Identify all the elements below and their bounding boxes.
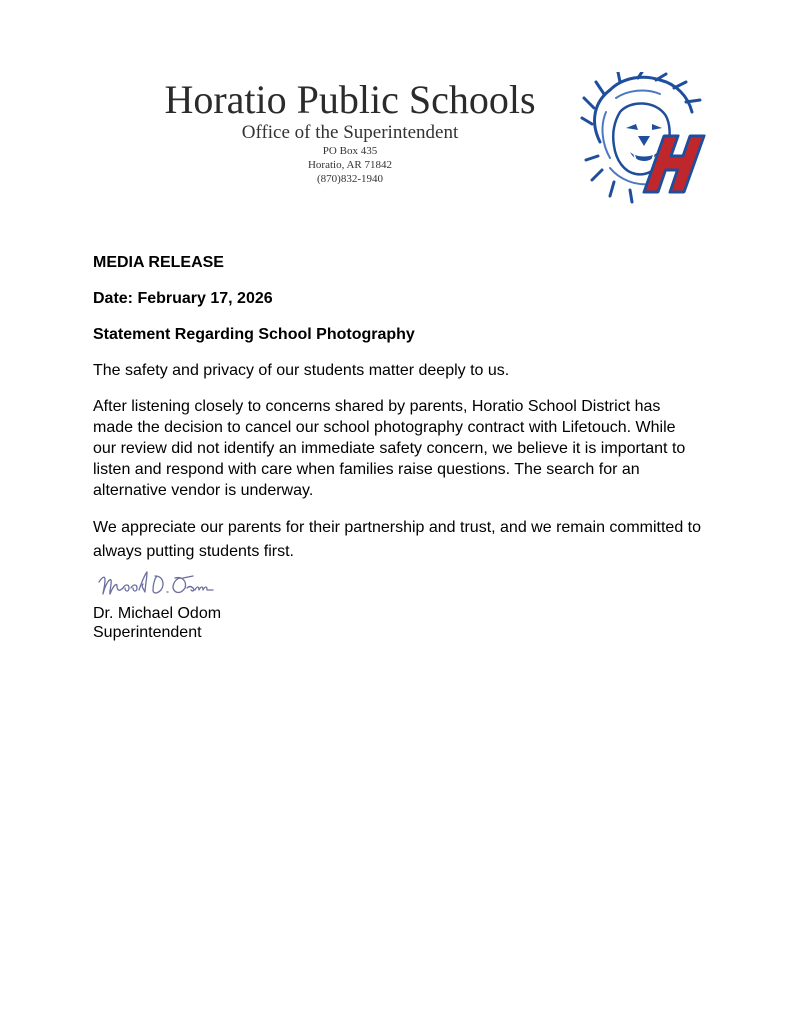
- address-line-1: PO Box 435: [322, 145, 378, 157]
- signer-name: Dr. Michael Odom: [93, 605, 222, 622]
- release-date: Date: February 17, 2026: [93, 290, 273, 307]
- release-body: [93, 252, 703, 564]
- phone-number: (870)832-1940: [317, 173, 383, 185]
- paragraph-2: After listening closely to concerns shared by parents, Horatio School District has made the decision to cancel our school photography contract with Lifetouch. While our review did not identify an immediate safety concern, we believe it is important to listen and respond with care when families raise questions. The search for an alternative vendor is underway.: [93, 398, 686, 499]
- paragraph-3: We appreciate our parents for their partnership and trust, and we remain committed to always putting students first.: [93, 519, 702, 560]
- lion-mascot-logo-icon: [580, 72, 706, 204]
- release-label: MEDIA RELEASE: [93, 254, 224, 271]
- paragraph-1: The safety and privacy of our students matter deeply to us.: [93, 362, 510, 379]
- office-name: Office of the Superintendent: [241, 122, 459, 143]
- signer-block: [93, 604, 221, 642]
- release-title: Statement Regarding School Photography: [93, 326, 415, 343]
- address-line-2: Horatio, AR 71842: [307, 159, 393, 171]
- handwritten-signature: [95, 568, 215, 602]
- district-name: Horatio Public Schools: [164, 77, 536, 122]
- signer-title: Superintendent: [93, 624, 202, 641]
- letterhead: [120, 78, 580, 186]
